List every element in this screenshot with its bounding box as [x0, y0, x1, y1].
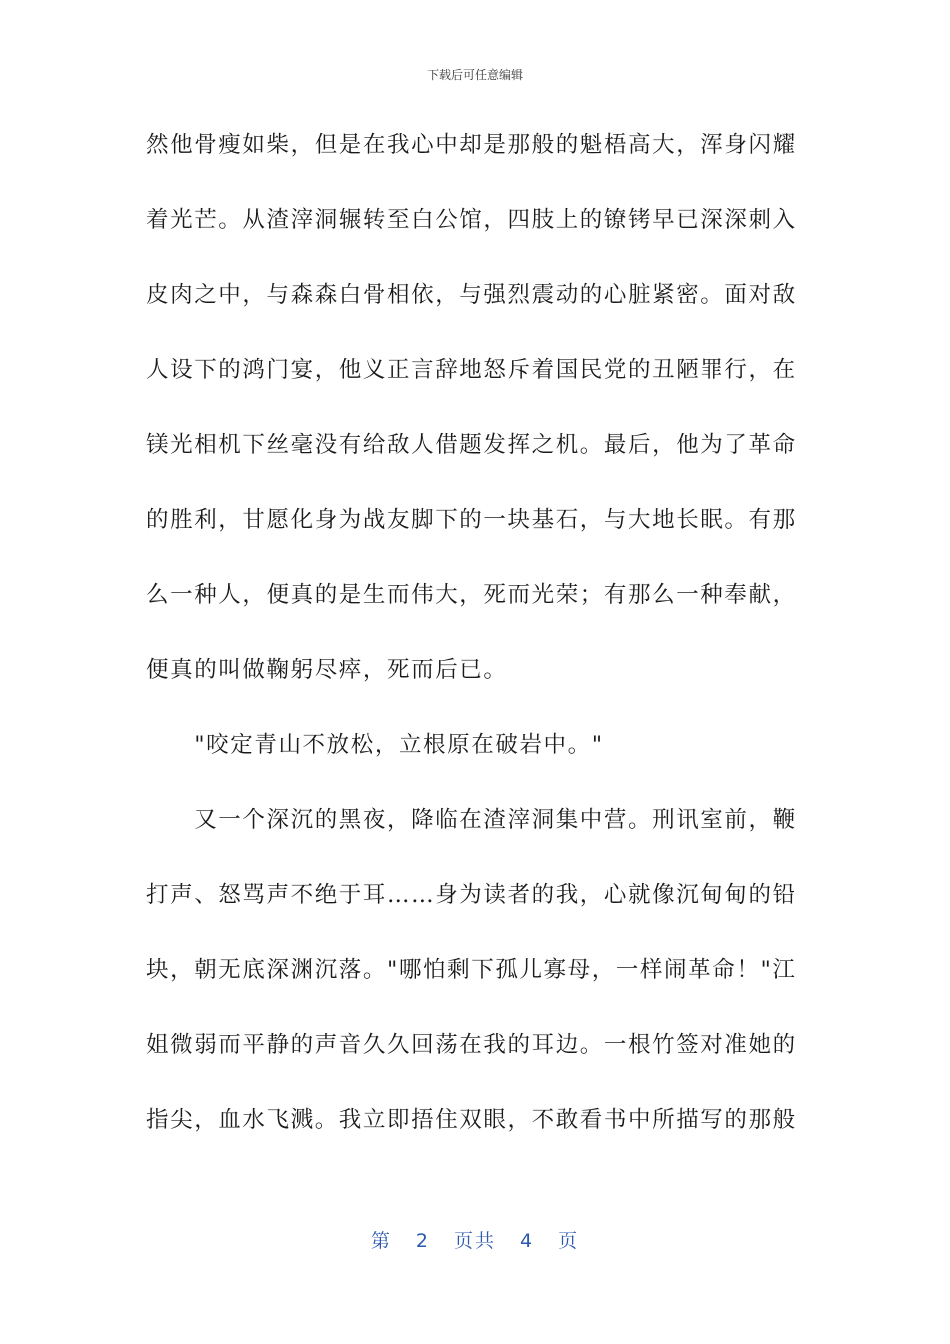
page-footer: [0, 1226, 950, 1253]
text-line: 便真的叫做鞠躬尽瘁，死而后已。: [146, 657, 508, 683]
footer-middle: 页共: [453, 1230, 496, 1252]
text-line: 的胜利，甘愿化身为战友脚下的一块基石，与大地长眠。有那: [146, 507, 797, 533]
page-number: 2: [415, 1230, 430, 1252]
text-line: 姐微弱而平静的声音久久回荡在我的耳边。一根竹签对准她的: [146, 1032, 797, 1058]
text-line: 人设下的鸿门宴，他义正言辞地怒斥着国民党的丑陋罪行，在: [146, 357, 797, 383]
text-line: 指尖，血水飞溅。我立即捂住双眼，不敢看书中所描写的那般: [146, 1107, 797, 1133]
text-line: 又一个深沉的黑夜，降临在渣滓洞集中营。刑讯室前，鞭: [146, 807, 797, 833]
text-line: "咬定青山不放松，立根原在破岩中。": [146, 732, 604, 758]
page-total: 4: [520, 1230, 535, 1252]
text-line: 皮肉之中，与森森白骨相依，与强烈震动的心脏紧密。面对敌: [146, 282, 797, 308]
footer-prefix: 第: [370, 1230, 392, 1252]
footer-suffix: 页: [558, 1230, 580, 1252]
text-line: 然他骨瘦如柴，但是在我心中却是那般的魁梧高大，浑身闪耀: [146, 132, 797, 158]
page-header: 下载后可任意编辑: [426, 68, 523, 82]
text-line: 着光芒。从渣滓洞辗转至白公馆，四肢上的镣铐早已深深刺入: [146, 207, 797, 233]
text-line: 块，朝无底深渊沉落。"哪怕剩下孤儿寡母，一样闹革命！"江: [146, 957, 797, 983]
text-line: 么一种人，便真的是生而伟大，死而光荣；有那么一种奉献，: [146, 582, 797, 608]
text-line: 镁光相机下丝毫没有给敌人借题发挥之机。最后，他为了革命: [146, 432, 797, 458]
text-line: 打声、怒骂声不绝于耳……身为读者的我，心就像沉甸甸的铅: [146, 882, 797, 908]
